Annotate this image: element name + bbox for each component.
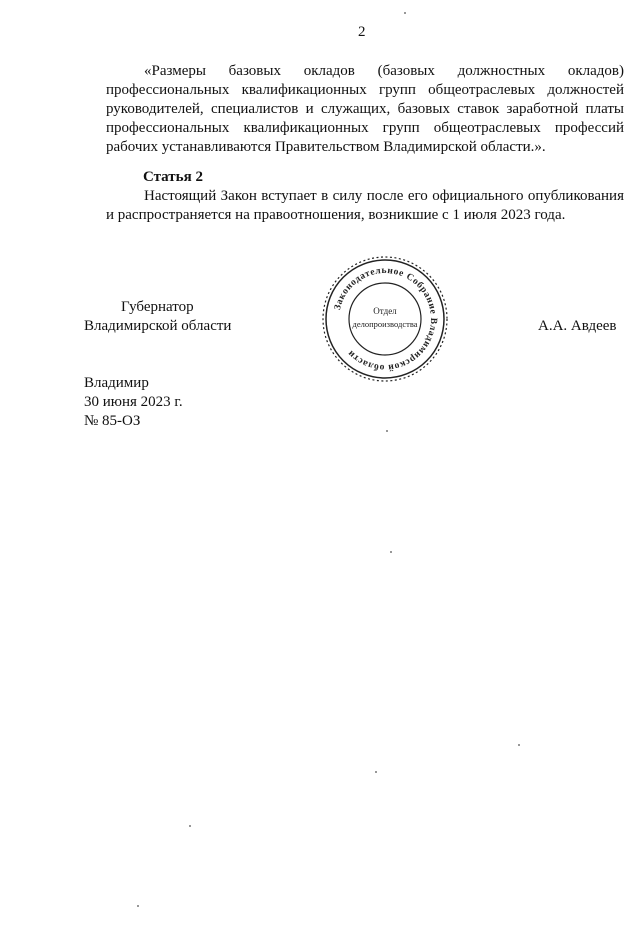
scan-speck (390, 551, 392, 553)
article-heading: Статья 2 (143, 169, 203, 185)
article-2-line: Настоящий Закон вступает в силу после его официального опубликования (144, 188, 624, 204)
scan-speck (386, 430, 388, 432)
governor-title-line-2: Владимирской области (84, 318, 232, 334)
article-2-text-last (106, 206, 624, 225)
page-number: 2 (358, 24, 366, 40)
footer-city: Владимир (84, 375, 149, 391)
governor-name: А.А. Авдеев (538, 318, 617, 334)
paragraph-1-line: рабочих устанавливаются Правительством Владимирской области.». (106, 139, 546, 155)
official-seal (320, 254, 450, 384)
article-2-text (106, 187, 624, 206)
paragraph-1 (106, 62, 624, 138)
paragraph-1-last (106, 138, 624, 157)
seal-ring-text: Законодательное Собрание Владимирской области (332, 265, 439, 373)
scan-speck (518, 744, 520, 746)
paragraph-1-line: руководителей, специалистов и служащих, базовых ставок заработной платы (106, 101, 624, 117)
seal-center-line-2: делопроизводства (352, 319, 418, 329)
paragraph-1-line: профессиональных квалификационных групп общеотраслевых должностей (106, 82, 624, 98)
governor-title-line-1: Губернатор (121, 299, 194, 315)
seal-center-line-1: Отдел (373, 306, 397, 316)
footer-number: № 85-ОЗ (84, 413, 141, 429)
scan-speck (375, 771, 377, 773)
article-2-line: и распространяется на правоотношения, возникшие с 1 июля 2023 года. (106, 207, 566, 223)
scan-speck (404, 12, 406, 14)
footer-date: 30 июня 2023 г. (84, 394, 183, 410)
footer (84, 374, 183, 431)
scan-speck (189, 825, 191, 827)
paragraph-1-line: профессиональных квалификационных групп общеотраслевых профессий (106, 120, 624, 136)
paragraph-1-line: «Размеры базовых окладов (базовых должностных окладов) (144, 63, 624, 79)
scan-speck (137, 905, 139, 907)
